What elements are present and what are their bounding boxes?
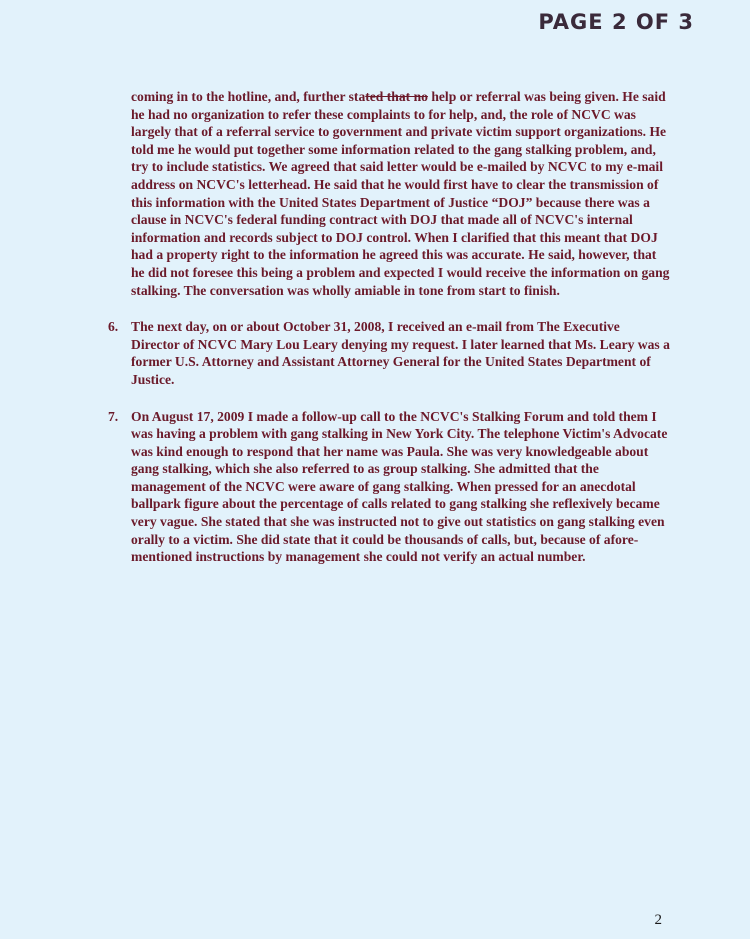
continuation-paragraph — [131, 88, 671, 299]
paragraph-text: coming in to the hotline, and, further sta — [131, 89, 366, 104]
item-text: The next day, on or about October 31, 2008, I received an e-mail from The Executive Director of NCVC Mary Lou Leary denying my request. I later learned that Ms. Leary was a former U.S. Attorney and Assistant Attorney General for the United States Department of Justice. — [131, 319, 670, 387]
item-number: 6. — [108, 319, 119, 335]
numbered-item-6 — [108, 318, 671, 388]
document-body — [108, 88, 671, 566]
item-text: On August 17, 2009 I made a follow-up call to the NCVC's Stalking Forum and told them I was having a problem with gang stalking in New York City. The telephone Victim's Advocate was kind enough to respond that her name was Paula. She was very knowledgeable about gang stalking, which she also referred to as group stalking. She admitted that the management of the NCVC were aware of gang stalking. When pressed for an anecdotal ballpark figure about the percentage of calls related to gang stalking she reflexively became very vague. She stated that she was instructed not to give out statistics on gang stalking even orally to a victim. She did state that it could be thousands of calls, but, because of afore-mentioned instructions by management she could not verify an actual number. — [131, 408, 668, 565]
handwritten-page-marker: PAGE 2 OF 3 — [538, 10, 694, 34]
page-number: 2 — [654, 912, 662, 928]
numbered-item-7 — [108, 408, 671, 566]
struck-text: ted that no — [365, 89, 428, 104]
paragraph-text: help or referral was being given. He said he had no organization to refer these complaints to for help, and, the role of NCVC was largely that of a referral service to government and private victim support organizations. He told me he would put together some information related to the gang stalking problem, and, try to include statistics. We agreed that said letter would be e-mailed by NCVC to my e-mail address on NCVC's letterhead. He said that he would first have to clear the transmission of this information with the United States Department of Justice “DOJ” because there was a clause in NCVC's federal funding contract with DOJ that made all of NCVC's internal information and records subject to DOJ control. When I clarified that this meant that DOJ had a property right to the information he agreed this was accurate. He said, however, that he did not foresee this being a problem and expected I would receive the information on gang stalking. The conversation was wholly amiable in tone from start to finish. — [131, 89, 670, 298]
item-number: 7. — [108, 408, 119, 424]
